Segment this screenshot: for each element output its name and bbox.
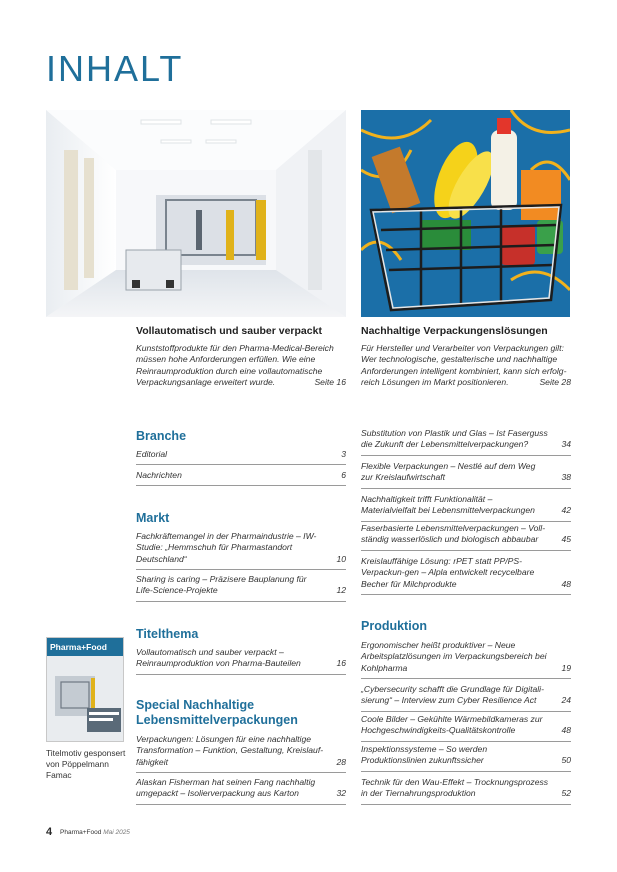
cover-logo: Pharma+Food <box>50 642 107 652</box>
toc-entry-page: 3 <box>341 449 346 459</box>
feature-title-packaging: Nachhaltige Verpackungenslösungen <box>361 325 548 337</box>
toc-entry[interactable] <box>361 744 571 772</box>
feature-page-ref[interactable]: Seite 28 <box>539 377 571 388</box>
toc-entry-page: 48 <box>561 578 571 589</box>
toc-entry-page: 45 <box>561 534 571 545</box>
toc-entry-page: 6 <box>341 470 346 480</box>
toc-entry-text: Vollautomatisch und sauber verpackt – Reinraumproduktion von Pharma-Bauteilen <box>136 647 301 669</box>
toc-entry[interactable] <box>136 449 346 465</box>
toc-entry[interactable] <box>136 531 346 570</box>
toc-entry[interactable] <box>136 647 346 675</box>
cleanroom-illustration <box>46 110 346 317</box>
footer-issue: Mai 2025 <box>103 829 130 836</box>
toc-entry-page: 32 <box>336 788 346 799</box>
toc-entry[interactable] <box>136 470 346 486</box>
toc-entry[interactable] <box>361 523 571 551</box>
toc-entry-page: 10 <box>336 553 346 564</box>
toc-entry-text: Kreislauffähige Lösung: rPET statt PP/PS-Verpackun-gen – Alpla entwickelt recycelbare Becher für Milchprodukte <box>361 556 535 589</box>
toc-entry[interactable] <box>136 777 346 805</box>
toc-entry-text: Editorial <box>136 449 168 459</box>
section-heading-special: Special Nachhaltige Lebensmittelverpackungen <box>136 698 298 727</box>
feature-description: Für Hersteller und Verarbeiter von Verpackungen gilt: Wer technologische, gestalterische und nachhaltige Anforderungen intelligent kombiniert, kann sich erfolgreich Lösungen im Markt positionieren. <box>361 343 567 388</box>
toc-entry-page: 16 <box>336 658 346 669</box>
feature-title-cleanroom: Vollautomatisch und sauber verpackt <box>136 325 322 337</box>
feature-page-ref[interactable]: Seite 16 <box>314 377 346 388</box>
toc-entry-text: Sharing is caring – Präzisere Bauplanung für Life-Science-Projekte <box>136 574 307 596</box>
toc-entry-page: 19 <box>561 662 571 673</box>
toc-entry-page: 38 <box>561 472 571 483</box>
toc-entry[interactable] <box>361 428 571 456</box>
toc-entry-page: 24 <box>561 695 571 706</box>
feature-text-cleanroom <box>136 343 346 389</box>
toc-entry-page: 52 <box>561 788 571 799</box>
section-heading-markt: Markt <box>136 511 170 525</box>
shopping-cart-illustration <box>361 110 570 317</box>
toc-entry[interactable] <box>361 461 571 489</box>
toc-entry-text: Flexible Verpackungen – Nestlé auf dem Weg zur Kreislaufwirtschaft <box>361 461 536 483</box>
toc-entry[interactable] <box>361 684 571 712</box>
page-title: INHALT <box>46 48 184 89</box>
toc-entry-text: „Cybersecurity schafft die Grundlage für Digitali-sierung“ – Interview zum Cyber Resilience Act <box>361 684 544 706</box>
toc-entry[interactable] <box>136 574 346 602</box>
feature-text-packaging <box>361 343 571 389</box>
toc-entry-page: 34 <box>561 439 571 450</box>
toc-entry-text: Ergonomischer heißt produktiver – Neue Arbeitsplatzlösungen im Verpackungsbereich bei Kohlpharma <box>361 640 547 673</box>
toc-entry-page: 42 <box>561 505 571 516</box>
toc-entry-text: Nachrichten <box>136 470 182 480</box>
toc-entry[interactable] <box>136 734 346 773</box>
toc-entry[interactable] <box>361 777 571 805</box>
toc-entry-page: 28 <box>336 756 346 767</box>
cart-artwork <box>361 110 570 317</box>
footer-magazine <box>60 829 130 836</box>
toc-entry-text: Faserbasierte Lebensmittelverpackungen – Voll-ständig wasserlöslich und biologisch abbaubar <box>361 523 546 545</box>
toc-entry-page: 48 <box>561 725 571 736</box>
section-heading-branche: Branche <box>136 429 187 443</box>
toc-entry[interactable] <box>361 494 571 522</box>
feature-description: Kunststoffprodukte für den Pharma-Medical-Bereich müssen hohe Anforderungen erfüllen. Wie eine Reinraumproduktion durch eine vollautomatische Verpackungsanlage erweitert wurde. <box>136 343 334 388</box>
page-number: 4 <box>46 826 53 838</box>
cover-masthead <box>47 638 123 656</box>
cover-image <box>47 656 123 741</box>
toc-entry-text: Fachkräftemangel in der Pharmaindustrie – IW-Studie: „Hemmschuh für Pharmastandort Deutschland“ <box>136 531 317 564</box>
toc-entry[interactable] <box>361 640 571 679</box>
toc-entry[interactable] <box>361 556 571 595</box>
toc-entry-text: Technik für den Wau-Effekt – Trocknungsprozess in der Tiernahrungsproduktion <box>361 777 549 799</box>
cleanroom-photo <box>46 110 346 317</box>
toc-entry-page: 12 <box>336 585 346 596</box>
toc-entry-text: Substitution von Plastik und Glas – Ist Faserguss die Zukunft der Lebensmittelverpackungen? <box>361 428 548 450</box>
section-heading-produktion: Produktion <box>361 619 427 633</box>
section-heading-titelthema: Titelthema <box>136 627 199 641</box>
toc-entry-page: 50 <box>561 755 571 766</box>
toc-entry[interactable] <box>361 714 571 742</box>
toc-entry-text: Coole Bilder – Gekühlte Wärmebildkameras zur Hochgeschwindigkeits-Qualitätskontrolle <box>361 714 543 736</box>
toc-entry-text: Verpackungen: Lösungen für eine nachhaltige Transformation – Funktion, Gestaltung, Kreislauf-fähigkeit <box>136 734 324 767</box>
toc-entry-text: Nachhaltigkeit trifft Funktionalität – Materialvielfalt bei Lebensmittelverpackungen <box>361 494 535 516</box>
toc-entry-text: Alaskan Fisherman hat seinen Fang nachhaltig umgepackt – Isolierverpackung aus Karton <box>136 777 316 799</box>
footer-magazine-name: Pharma+Food <box>60 829 102 836</box>
magazine-cover-thumbnail[interactable] <box>46 637 124 742</box>
cover-caption: Titelmotiv gesponsert von Pöppelmann Famac <box>46 748 126 780</box>
toc-entry-text: Inspektionssysteme – So werden Produktionslinien zukunftssicher <box>361 744 488 766</box>
